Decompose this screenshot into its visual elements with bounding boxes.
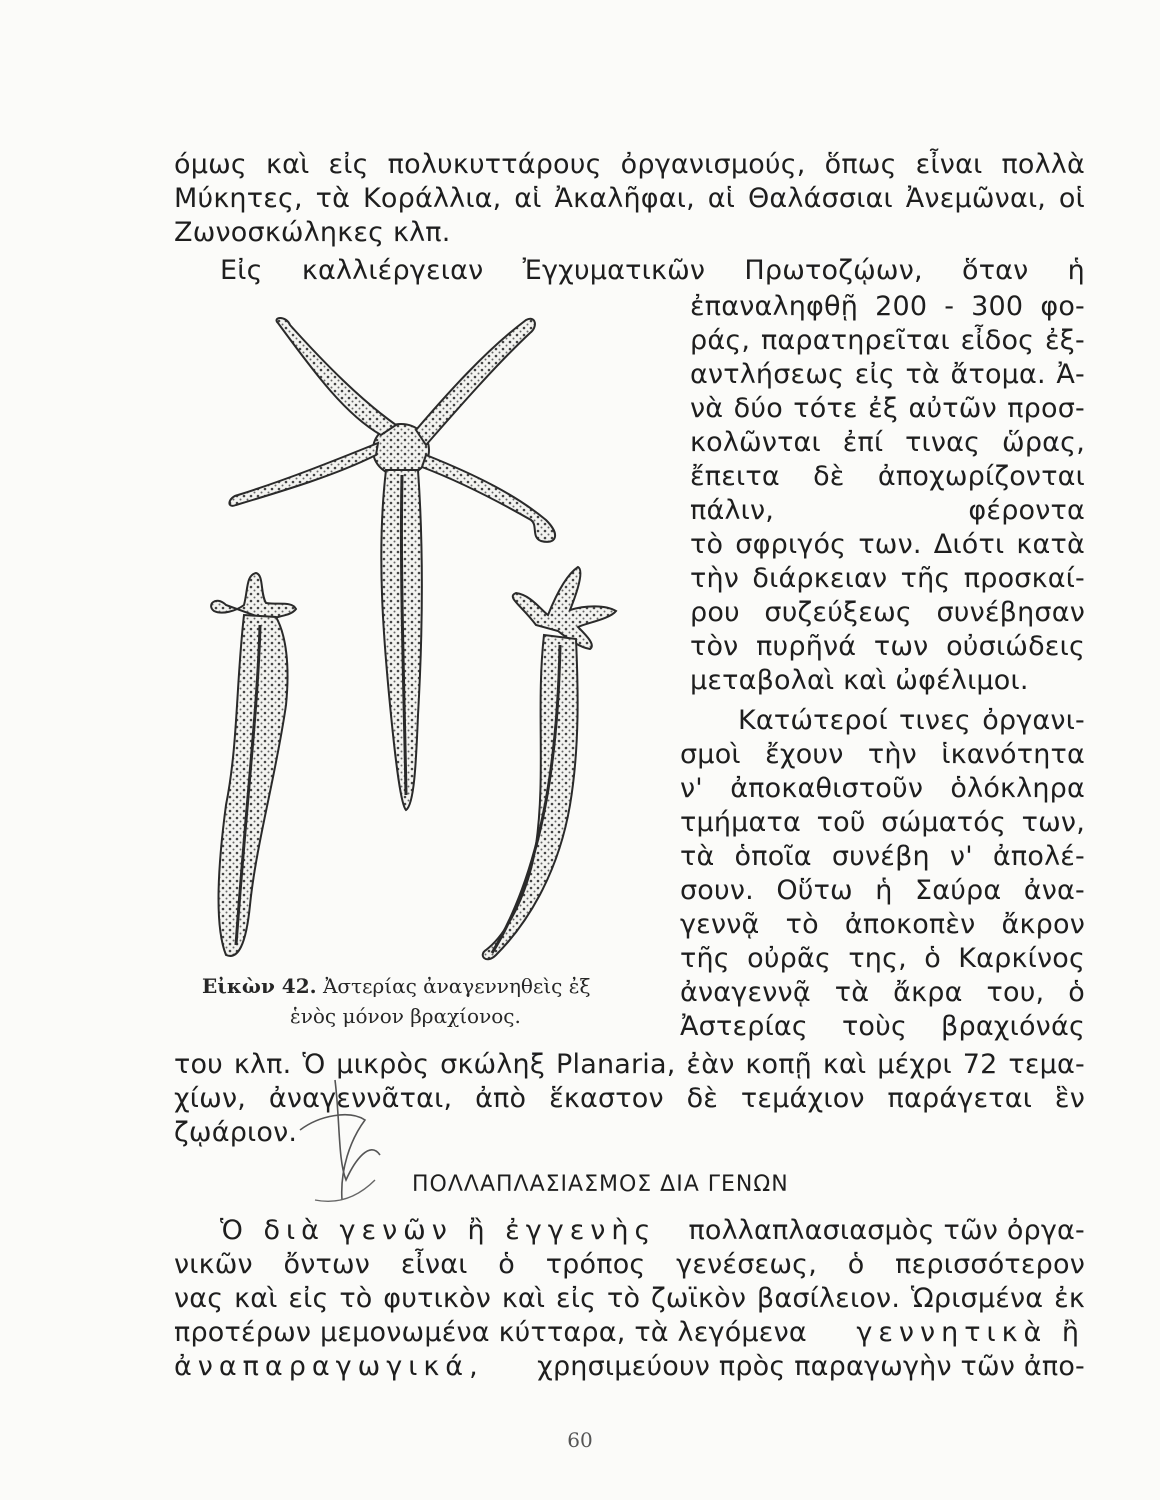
section-heading: ΠΟΛΛΑΠΛΑΣΙΑΣΜΟΣ ΔΙΑ ΓΕΝΩΝ bbox=[412, 1172, 789, 1197]
paragraph-four-line-2: νικῶν ὄντων εἶναι ὁ τρόπος γενέσεως, ὁ περισσότερον bbox=[174, 1249, 1085, 1280]
paragraph-three-line: τῆς οὐρᾶς της, ὁ Καρκίνος bbox=[680, 943, 1085, 974]
paragraph-three-line: τὰ ὁποῖα συνέβη ν' ἀπολέ- bbox=[680, 841, 1085, 872]
paragraph-three-line: Ἀστερίας τοὺς βραχιόνάς bbox=[680, 1011, 1085, 1042]
right-starfish-drawing bbox=[483, 567, 616, 959]
paragraph-top-line-1: όμως καὶ εἰς πολυκυττάρους ὀργανισμούς, ὅπως εἶναι πολλὰ bbox=[174, 149, 1085, 180]
paragraph-three-line: σουν. Οὕτω ἡ Σαύρα ἀνα- bbox=[680, 875, 1085, 906]
paragraph-four-line-5 bbox=[174, 1350, 1085, 1384]
paragraph-two-line: νὰ δύο τότε ἐξ αὐτῶν προσ- bbox=[690, 393, 1085, 424]
paragraph-four-line-3: νας καὶ εἰς τὸ φυτικὸν καὶ εἰς τὸ ζωϊκὸν βασίλειον. Ὡρισμένα ἐκ bbox=[174, 1283, 1085, 1314]
paragraph-two-line: ἐπαναληφθῇ 200 - 300 φο- bbox=[690, 291, 1085, 322]
paragraph-top-line-3: Ζωνοσκώληκες κλπ. bbox=[174, 217, 451, 248]
paragraph-two-line: ρου συζεύξεως συνέβησαν bbox=[690, 597, 1085, 628]
figure-caption-line-1: Ἀστερίας ἀναγεννηθεὶς ἐξ bbox=[322, 974, 591, 998]
page-number: 60 bbox=[567, 1428, 593, 1452]
emphasis-text: γεννητικὰ ἢ bbox=[856, 1317, 1085, 1348]
paragraph-three-line: γεννᾷ τὸ ἀποκοπὲν ἄκρον bbox=[680, 909, 1085, 940]
emphasis-text: Ὁ διὰ γενῶν ἢ ἐγγενὴς bbox=[220, 1215, 657, 1246]
handwritten-signature bbox=[280, 1060, 410, 1210]
paragraph-two-line: ράς, παρατηρεῖται εἶδος ἐξ- bbox=[690, 325, 1085, 356]
paragraph-four-line-4-start: προτέρων μεμονωμένα κύτταρα, τὰ λεγόμενα bbox=[174, 1317, 807, 1348]
paragraph-three-line: ν' ἀποκαθιστοῦν ὁλόκληρα bbox=[680, 773, 1085, 804]
paragraph-three-line: σμοὶ ἔχουν τὴν ἱκανότητα bbox=[680, 739, 1085, 770]
paragraph-two-line: κολῶνται ἐπί τινας ὥρας, bbox=[690, 427, 1085, 458]
paragraph-top-line-2: Μύκητες, τὰ Κοράλλια, αἱ Ἀκαλῆφαι, αἱ Θαλάσσιαι Ἀνεμῶναι, οἱ bbox=[174, 183, 1085, 214]
starfish-illustration bbox=[186, 305, 656, 965]
paragraph-two-line: τὴν διάρκειαν τῆς προσκαί- bbox=[690, 563, 1085, 594]
paragraph-four-line-4 bbox=[174, 1316, 1085, 1350]
paragraph-two-line: τὸν πυρῆνά των οὐσιώδεις bbox=[690, 631, 1085, 662]
paragraph-two-line: πάλιν, φέροντα bbox=[690, 495, 1085, 526]
paragraph-two-line: μεταβολαὶ καὶ ὠφέλιμοι. bbox=[690, 665, 1029, 696]
paragraph-four-line-1 bbox=[220, 1214, 1085, 1248]
paragraph-three-full-line-3: ζῳάριον. bbox=[174, 1117, 298, 1148]
figure-caption-line-2: ἑνὸς μόνον βραχίονος. bbox=[290, 1004, 521, 1028]
paragraph-three-line: Κατώτεροί τινες ὀργανι- bbox=[738, 705, 1085, 736]
figure-label: Εἰκὼν 42. bbox=[202, 974, 317, 998]
paragraph-two-line: αντλήσεως εἰς τὰ ἄτομα. Ἀ- bbox=[690, 359, 1085, 390]
paragraph-four-line-1-rest: πολλαπλασιασμὸς τῶν ὀργα- bbox=[688, 1215, 1085, 1246]
paragraph-three-full-line-2: χίων, ἀναγεννᾶται, ἀπὸ ἕκαστον δὲ τεμάχιον παράγεται ἓν bbox=[174, 1083, 1085, 1114]
paragraph-two-line: τὸ σφριγός των. Διότι κατὰ bbox=[690, 529, 1085, 560]
emphasis-text: ἀναπαραγωγικά, bbox=[174, 1351, 484, 1382]
paragraph-two-first-line: Εἰς καλλιέργειαν Ἐγχυματικῶν Πρωτοζῴων, ὅταν ἡ bbox=[220, 255, 1085, 286]
paragraph-three-full-line-1: του κλπ. Ὁ μικρὸς σκώληξ Planaria, ἐὰν κοπῇ καὶ μέχρι 72 τεμα- bbox=[174, 1049, 1085, 1080]
paragraph-three-line: ἀναγεννᾷ τὰ ἄκρα του, ὁ bbox=[680, 977, 1085, 1008]
paragraph-two-line: ἔπειτα δὲ ἀποχωρίζονται bbox=[690, 461, 1085, 492]
paragraph-three-line: τμήματα τοῦ σώματός των, bbox=[680, 807, 1085, 838]
paragraph-four-line-5-rest: χρησιμεύουν πρὸς παραγωγὴν τῶν ἀπο- bbox=[537, 1351, 1085, 1382]
left-starfish-drawing bbox=[211, 573, 296, 956]
